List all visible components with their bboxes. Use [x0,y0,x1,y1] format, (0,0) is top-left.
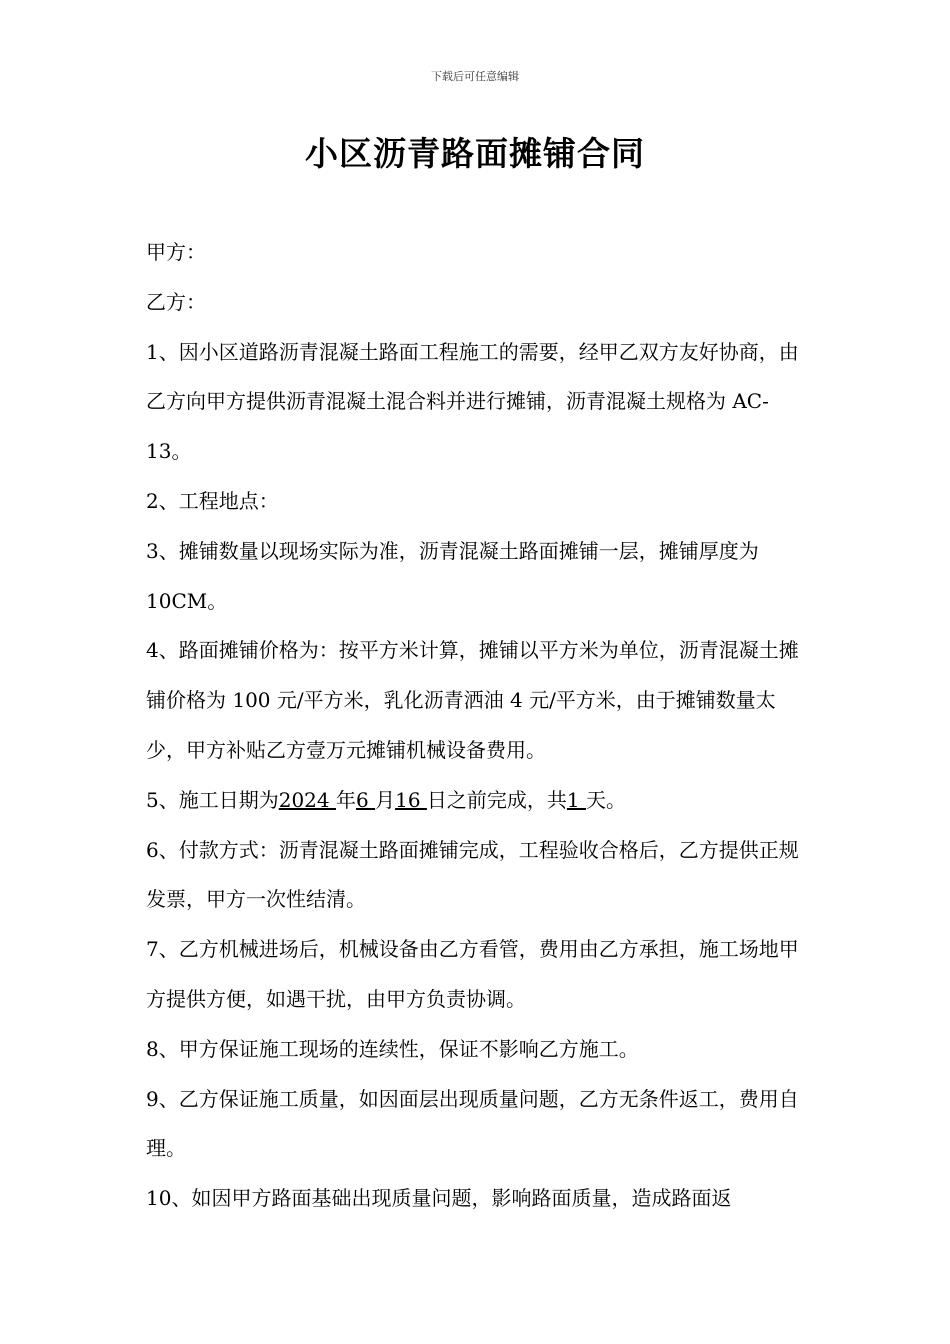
clause-5-prefix: 5、施工日期为 [146,787,279,812]
clause-8: 8、甲方保证施工现场的连续性，保证不影响乙方施工。 [146,1036,639,1061]
header-note: 下载后可任意编辑 [431,70,519,83]
clause-2: 2、工程地点： [146,488,279,513]
clause-5 [146,776,810,826]
clause-10: 10、如因甲方路面基础出现质量问题，影响路面质量，造成路面返 [146,1186,732,1211]
month-label: 月 [375,787,396,812]
clause-4: 4、路面摊铺价格为：按平方米计算，摊铺以平方米为单位，沥青混凝土摊铺价格为 100 元/平方米，乳化沥青洒油 4 元/平方米，由于摊铺数量太少，甲方补贴乙方壹万元摊铺机械设备费用。 [146,638,799,762]
clause-7: 7、乙方机械进场后，机械设备由乙方看管，费用由乙方承担，施工场地甲方提供方便，如遇干扰，由甲方负责协调。 [146,937,799,1011]
day-label: 日之前完成，共 [426,787,567,812]
clause-9: 9、乙方保证施工质量，如因面层出现质量问题，乙方无条件返工，费用自理。 [146,1086,799,1161]
party-b-line: 乙方： [146,289,206,314]
party-a-line: 甲方： [146,240,206,264]
year-label: 年 [336,787,356,812]
clause-1: 1、因小区道路沥青混凝土路面工程施工的需要，经甲乙双方友好协商，由乙方向甲方提供沥青混凝土混合料并进行摊铺，沥青混凝土规格为 AC-13。 [146,339,799,464]
document-body [146,228,810,1224]
date-month: 6 [356,787,376,812]
date-year: 2024 [278,787,336,812]
duration-label: 天。 [586,787,626,812]
duration-days: 1 [566,787,586,812]
clause-6: 6、付款方式：沥青混凝土路面摊铺完成，工程验收合格后，乙方提供正规发票，甲方一次性结清。 [146,837,799,912]
date-day: 16 [395,787,427,812]
clause-3: 3、摊铺数量以现场实际为准，沥青混凝土路面摊铺一层，摊铺厚度为 10CM。 [146,538,759,613]
document-title: 小区沥青路面摊铺合同 [305,134,645,173]
